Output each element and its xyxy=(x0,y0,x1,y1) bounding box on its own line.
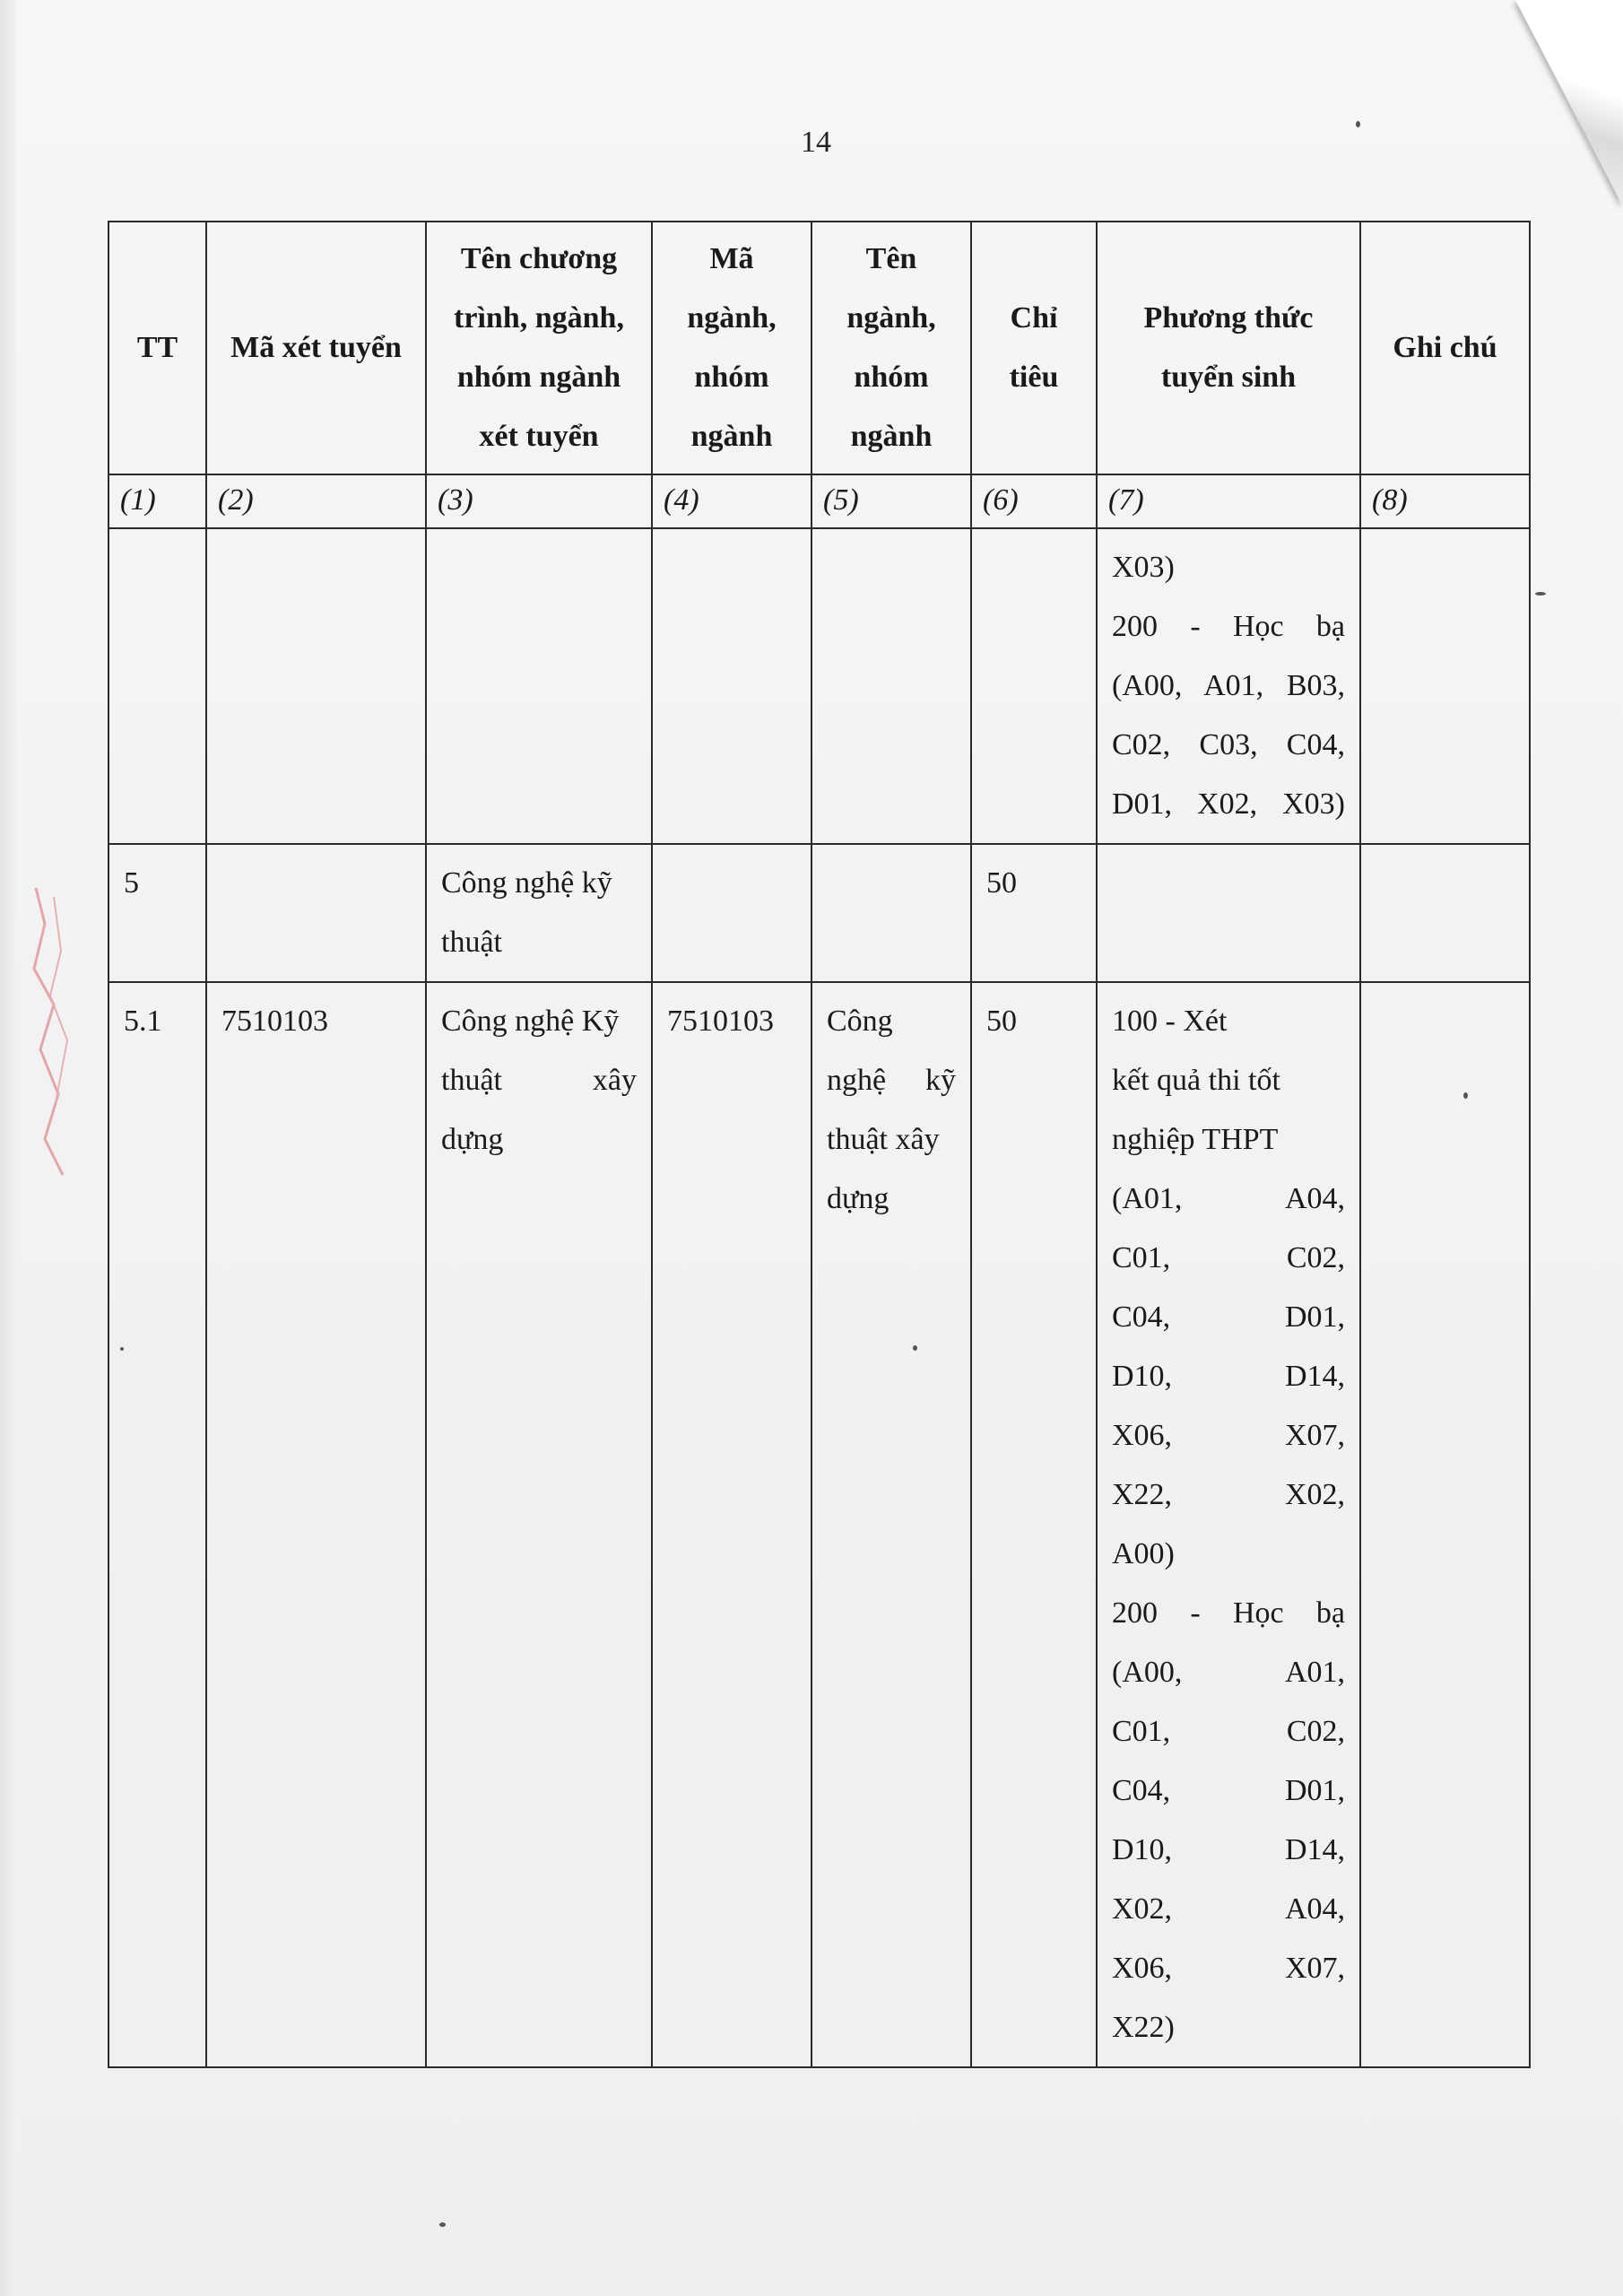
method-line: X02, A04, xyxy=(1112,1892,1345,1926)
method-line: X06, X07, xyxy=(1112,1419,1345,1452)
header-ten-chuong-trinh xyxy=(426,222,652,474)
method-line: kết quả thi tốt xyxy=(1112,1064,1280,1097)
cell-chi-tieu: 50 xyxy=(971,844,1097,982)
column-number: (8) xyxy=(1360,474,1530,528)
header-text-line: Tên xyxy=(865,242,917,275)
method-line: X22, X02, xyxy=(1112,1478,1345,1511)
header-text-line: nhóm xyxy=(854,361,929,394)
page-edge xyxy=(0,0,16,2296)
cell-tt: 5 xyxy=(108,844,206,982)
dust-speck xyxy=(1356,121,1360,127)
cell-ghi-chu xyxy=(1360,982,1530,2067)
table-row xyxy=(108,844,1530,982)
header-text-line: trình, ngành, xyxy=(454,301,624,335)
cell-phuong-thuc xyxy=(1097,528,1360,844)
method-line: C02, C03, C04, xyxy=(1112,728,1345,761)
table-row xyxy=(108,982,1530,2067)
header-tt: TT xyxy=(108,222,206,474)
method-line: D10, D14, xyxy=(1112,1833,1345,1866)
column-number: (4) xyxy=(652,474,812,528)
column-number: (5) xyxy=(812,474,971,528)
cell-ma-xet-tuyen xyxy=(206,844,426,982)
program-line: Công nghệ kỹ xyxy=(441,866,612,900)
header-text-line: Mã xyxy=(709,242,754,275)
admissions-table xyxy=(108,221,1531,2068)
program-line: thuật xyxy=(441,926,502,959)
method-line: nghiệp THPT xyxy=(1112,1123,1279,1156)
header-row xyxy=(108,222,1530,474)
method-line: A00) xyxy=(1112,1537,1175,1570)
program-line: thuật xây xyxy=(441,1064,637,1097)
cell-phuong-thuc xyxy=(1097,844,1360,982)
cell-ten-chuong-trinh xyxy=(426,528,652,844)
header-text-line: ngành xyxy=(690,420,773,453)
cell-tt xyxy=(108,528,206,844)
column-number: (7) xyxy=(1097,474,1360,528)
header-text-line: tuyển sinh xyxy=(1160,361,1297,394)
column-number-row xyxy=(108,474,1530,528)
header-ma-xet-tuyen: Mã xét tuyển xyxy=(206,222,426,474)
method-line: C04, D01, xyxy=(1112,1774,1345,1807)
column-number: (2) xyxy=(206,474,426,528)
header-text-line: ngành, xyxy=(687,301,777,335)
method-line: (A00, A01, B03, xyxy=(1112,669,1345,702)
table-row xyxy=(108,528,1530,844)
header-text-line: Chỉ xyxy=(1010,301,1058,335)
major-line: nghệ kỹ xyxy=(827,1064,956,1097)
column-number: (3) xyxy=(426,474,652,528)
stamp-bleed-through xyxy=(18,870,81,1193)
cell-tt: 5.1 xyxy=(108,982,206,2067)
cell-ma-nganh: 7510103 xyxy=(652,982,812,2067)
header-text-line: Phương thức xyxy=(1143,301,1314,335)
cell-phuong-thuc xyxy=(1097,982,1360,2067)
page-number: 14 xyxy=(801,126,831,159)
header-text-line: xét tuyển xyxy=(479,420,599,453)
cell-ten-chuong-trinh xyxy=(426,844,652,982)
cell-ghi-chu xyxy=(1360,844,1530,982)
header-phuong-thuc xyxy=(1097,222,1360,474)
major-line: Công xyxy=(827,1004,893,1038)
method-line: C01, C02, xyxy=(1112,1715,1345,1748)
cell-ten-nganh xyxy=(812,528,971,844)
header-text-line: nhóm ngành xyxy=(456,361,621,394)
method-line: X06, X07, xyxy=(1112,1952,1345,1985)
header-text-line: tiêu xyxy=(1009,361,1059,394)
method-line: C01, C02, xyxy=(1112,1241,1345,1274)
header-chi-tieu xyxy=(971,222,1097,474)
cell-ten-chuong-trinh xyxy=(426,982,652,2067)
header-text-line: Tên chương xyxy=(460,242,618,275)
method-line: X22) xyxy=(1112,2011,1175,2044)
method-line: D01, X02, X03) xyxy=(1112,787,1345,821)
cell-ma-xet-tuyen xyxy=(206,528,426,844)
method-line: D10, D14, xyxy=(1112,1360,1345,1393)
cell-ghi-chu xyxy=(1360,528,1530,844)
major-line: dựng xyxy=(827,1182,890,1215)
cell-chi-tieu xyxy=(971,528,1097,844)
method-line: (A01, A04, xyxy=(1112,1182,1345,1215)
cell-ten-nganh xyxy=(812,982,971,2067)
dust-speck xyxy=(439,2222,446,2227)
cell-ma-xet-tuyen: 7510103 xyxy=(206,982,426,2067)
program-line: Công nghệ Kỹ xyxy=(441,1004,620,1038)
method-line: 200 - Học bạ xyxy=(1112,610,1345,643)
program-line: dựng xyxy=(441,1123,504,1156)
column-number: (1) xyxy=(108,474,206,528)
method-line: 200 - Học bạ xyxy=(1112,1596,1345,1630)
method-line: C04, D01, xyxy=(1112,1300,1345,1334)
header-text-line: ngành xyxy=(850,420,933,453)
header-text-line: nhóm xyxy=(694,361,769,394)
cell-chi-tieu: 50 xyxy=(971,982,1097,2067)
header-ten-nganh xyxy=(812,222,971,474)
header-text-line: ngành, xyxy=(846,301,936,335)
dust-speck xyxy=(1535,592,1546,596)
cell-ten-nganh xyxy=(812,844,971,982)
cell-ma-nganh xyxy=(652,528,812,844)
header-ghi-chu: Ghi chú xyxy=(1360,222,1530,474)
method-line: 100 - Xét xyxy=(1112,1004,1228,1038)
major-line: thuật xây xyxy=(827,1123,940,1156)
method-line: (A00, A01, xyxy=(1112,1656,1345,1689)
header-ma-nganh xyxy=(652,222,812,474)
column-number: (6) xyxy=(971,474,1097,528)
cell-ma-nganh xyxy=(652,844,812,982)
method-line: X03) xyxy=(1112,551,1175,584)
